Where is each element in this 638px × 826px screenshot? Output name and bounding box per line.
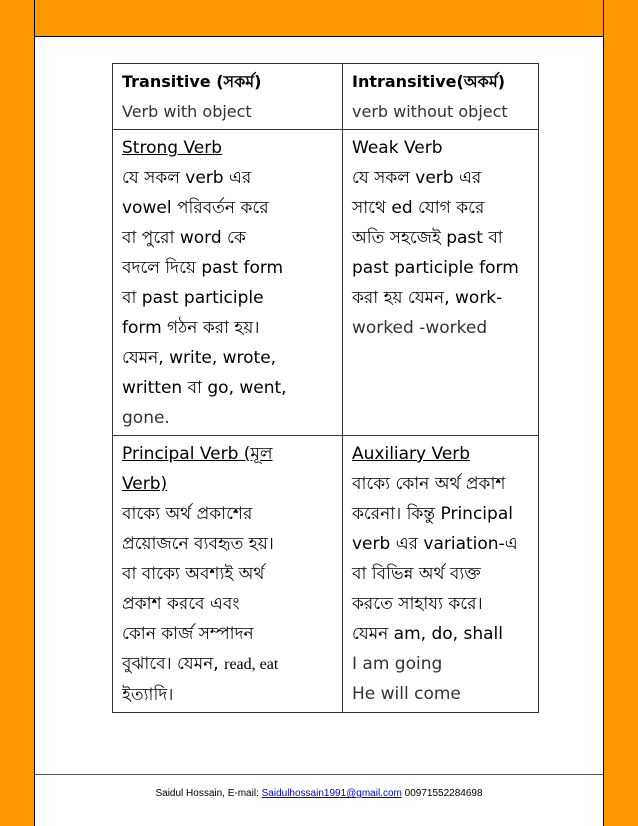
auxiliary-verb-cell [343, 436, 539, 713]
auxiliary-line: বাক্যে কোন অর্থ প্রকাশ [352, 474, 506, 494]
weak-line: worked -worked [352, 318, 488, 338]
auxiliary-line: I am going [352, 654, 443, 674]
strong-verb-title: Strong Verb [122, 138, 222, 158]
principal-verb-title: Principal Verb (মূল [122, 444, 273, 464]
right-orange-border [603, 0, 638, 826]
weak-verb-title: Weak Verb [352, 138, 443, 158]
principal-line: প্রয়োজনে ব্যবহৃত হয়। [122, 534, 274, 554]
footer-email-link[interactable]: Saidulhossain1991@gmail.com [261, 788, 402, 799]
footer-divider [35, 774, 603, 775]
principal-line: কোন কার্জ সম্পাদন [122, 624, 254, 644]
auxiliary-line: করতে সাহায্য করে। [352, 594, 483, 614]
table-row [113, 130, 539, 436]
footer-author: Saidul Hossain, E-mail: [155, 788, 259, 799]
principal-example-words: read, eat [224, 656, 279, 673]
footer [35, 788, 603, 799]
strong-line: যেমন, write, wrote, [122, 348, 277, 368]
principal-line: বাক্যে অর্থ প্রকাশের [122, 504, 253, 524]
strong-line: vowel পরিবর্তন করে [122, 198, 269, 218]
intransitive-title: Intransitive(অকর্ম) [352, 72, 506, 91]
weak-verb-cell [343, 130, 539, 436]
strong-line: gone. [122, 408, 170, 428]
auxiliary-line: He will come [352, 684, 461, 704]
strong-line: written বা go, went, [122, 378, 287, 398]
verb-table [112, 63, 539, 713]
strong-verb-cell [113, 130, 343, 436]
weak-line: অতি সহজেই past বা [352, 228, 503, 248]
principal-verb-title-2: Verb) [122, 474, 168, 494]
transitive-title: Transitive (সকর্ম) [122, 72, 262, 91]
table-row [113, 436, 539, 713]
auxiliary-line: যেমন am, do, shall [352, 624, 503, 644]
left-orange-border [0, 0, 35, 826]
weak-line: করা হয় যেমন, work- [352, 288, 503, 308]
top-orange-band [35, 0, 603, 37]
auxiliary-line: করেনা। কিন্তু Principal [352, 504, 513, 524]
weak-line: সাথে ed যোগ করে [352, 198, 485, 218]
principal-example-label: বুঝাবে। যেমন, [122, 654, 219, 674]
strong-line: যে সকল verb এর [122, 168, 252, 188]
auxiliary-verb-title: Auxiliary Verb [352, 444, 471, 464]
table-row [113, 64, 539, 130]
strong-line: বা পুরো word কে [122, 228, 246, 248]
weak-line: past participle form [352, 258, 519, 278]
principal-line: ইত্যাদি। [122, 685, 174, 705]
strong-line: বা past participle [122, 288, 264, 308]
intransitive-cell [343, 64, 539, 130]
principal-line [122, 649, 334, 680]
principal-verb-cell [113, 436, 343, 713]
weak-line: যে সকল verb এর [352, 168, 482, 188]
transitive-cell [113, 64, 343, 130]
strong-line: বদলে দিয়ে past form [122, 258, 284, 278]
principal-line: প্রকাশ করবে এবং [122, 594, 240, 614]
principal-line: বা বাক্যে অবশ্যই অর্থ [122, 564, 265, 584]
footer-phone: 00971552284698 [404, 788, 483, 799]
intransitive-subtitle: verb without object [352, 102, 508, 121]
auxiliary-line: বা বিভিন্ন অর্থ ব্যক্ত [352, 564, 481, 584]
auxiliary-line: verb এর variation-এ [352, 534, 518, 554]
transitive-subtitle: Verb with object [122, 102, 252, 121]
strong-line: form গঠন করা হয়। [122, 318, 260, 338]
